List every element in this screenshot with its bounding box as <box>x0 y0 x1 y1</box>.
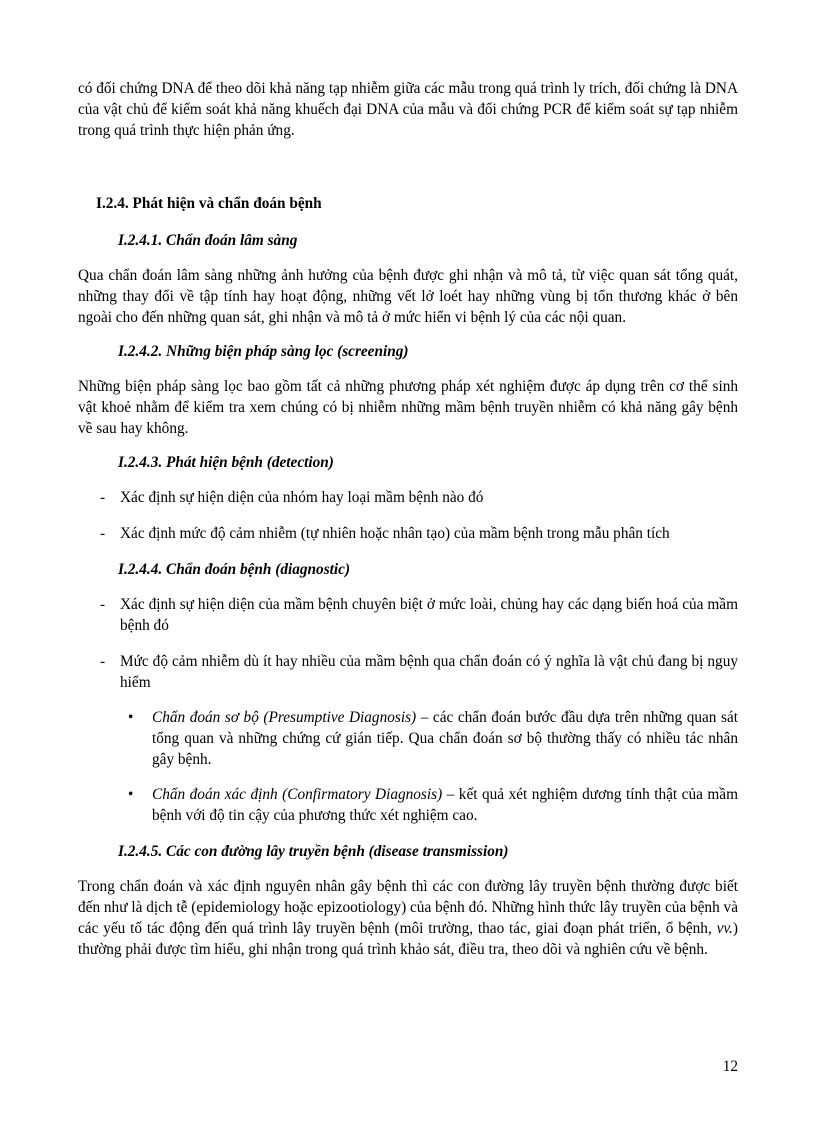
confirmatory-diagnosis-term: Chẩn đoán xác định (Confirmatory Diagnosis) <box>152 786 443 803</box>
document-page <box>78 78 738 973</box>
confirmatory-diagnosis-text: – kết quả xét nghiệm dương tính thật của mầm bệnh với độ tin cậy của phương thức xét nghiệm cao. <box>152 786 738 824</box>
diagnosis-types-list <box>120 707 738 826</box>
list-item-text: Xác định mức độ cảm nhiễm (tự nhiên hoặc nhân tạo) của mầm bệnh trong mẫu phân tích <box>120 525 670 542</box>
subsection-heading-screening: I.2.4.2. Những biện pháp sàng lọc (screening) <box>118 343 409 360</box>
presumptive-diagnosis-text: – các chẩn đoán bước đầu dựa trên những quan sát tổng quan và những chứng cứ gián tiếp. Qua chẩn đoán sơ bộ thường thấy có nhiều tác nhân gây bệnh. <box>152 709 738 768</box>
list-item <box>78 594 738 636</box>
list-item <box>120 784 738 826</box>
dash-marker: - <box>100 596 106 613</box>
dash-marker: - <box>100 489 106 506</box>
transmission-text-start: Trong chẩn đoán và xác định nguyên nhân gây bệnh thì các con đường lây truyền bệnh thường được biết đến như là dịch tễ (epidemiology hoặc epizootiology) của bệnh đó. Những hình thức lây truyền của bệnh và các yếu tố tác động đến quá trình lây truyền bệnh (môi trường, thao tác, giai đoạn phát triển, ổ bệnh, <box>78 878 738 937</box>
list-item <box>78 523 738 544</box>
list-item <box>78 651 738 826</box>
list-item-text: Xác định sự hiện diện của nhóm hay loại mầm bệnh nào đó <box>120 489 484 506</box>
detection-list <box>78 487 738 544</box>
transmission-text-end: ) thường phải được tìm hiểu, ghi nhận trong quá trình khảo sát, điều tra, theo dõi và nghiên cứu về bệnh. <box>78 920 738 958</box>
list-item-text: Xác định sự hiện diện của mầm bệnh chuyên biệt ở mức loài, chủng hay các dạng biến hoá của mầm bệnh đó <box>120 596 738 634</box>
list-item <box>120 707 738 770</box>
clinical-diagnosis-paragraph: Qua chẩn đoán lâm sàng những ảnh hưởng của bệnh được ghi nhận và mô tả, từ việc quan sát tổng quát, những thay đổi về tập tính hay hoạt động, những vết lở loét hay những vùng bị tổn thương khác ở bên ngoài cho đến những quan sát, ghi nhận và mô tả ở mức hiển vi bệnh lý của các nội quan. <box>78 267 738 326</box>
subsection-heading-diagnostic: I.2.4.4. Chẩn đoán bệnh (diagnostic) <box>118 561 351 578</box>
dash-marker: - <box>100 653 106 670</box>
etc-abbreviation: vv. <box>716 920 733 937</box>
list-item-text: Mức độ cảm nhiễm dù ít hay nhiều của mầm bệnh qua chẩn đoán có ý nghĩa là vật chủ đang bị nguy hiểm <box>120 653 738 691</box>
section-heading: I.2.4. Phát hiện và chẩn đoán bệnh <box>96 195 322 212</box>
presumptive-diagnosis-term: Chẩn đoán sơ bộ (Presumptive Diagnosis) <box>152 709 417 726</box>
intro-paragraph: có đối chứng DNA để theo dõi khả năng tạp nhiễm giữa các mẫu trong quá trình ly trích, đối chứng là DNA của vật chủ để kiểm soát khả năng khuếch đại DNA của mẫu và đối chứng PCR để kiểm soát sự tạp nhiễm trong quá trình thực hiện phản ứng. <box>78 80 738 139</box>
subsection-heading-transmission: I.2.4.5. Các con đường lây truyền bệnh (disease transmission) <box>118 843 509 860</box>
dash-marker: - <box>100 525 106 542</box>
subsection-heading-clinical: I.2.4.1. Chẩn đoán lâm sàng <box>118 232 298 249</box>
screening-paragraph: Những biện pháp sàng lọc bao gồm tất cả những phương pháp xét nghiệm được áp dụng trên cơ thể sinh vật khoẻ nhằm để kiểm tra xem chúng có bị nhiễm những mầm bệnh truyền nhiễm có khả năng gây bệnh về sau hay không. <box>78 378 738 437</box>
subsection-heading-detection: I.2.4.3. Phát hiện bệnh (detection) <box>118 454 334 471</box>
page-number: 12 <box>722 1058 738 1075</box>
diagnostic-list <box>78 594 738 826</box>
bullet-marker: • <box>128 709 134 726</box>
list-item <box>78 487 738 508</box>
bullet-marker: • <box>128 786 134 803</box>
transmission-paragraph <box>78 876 738 960</box>
